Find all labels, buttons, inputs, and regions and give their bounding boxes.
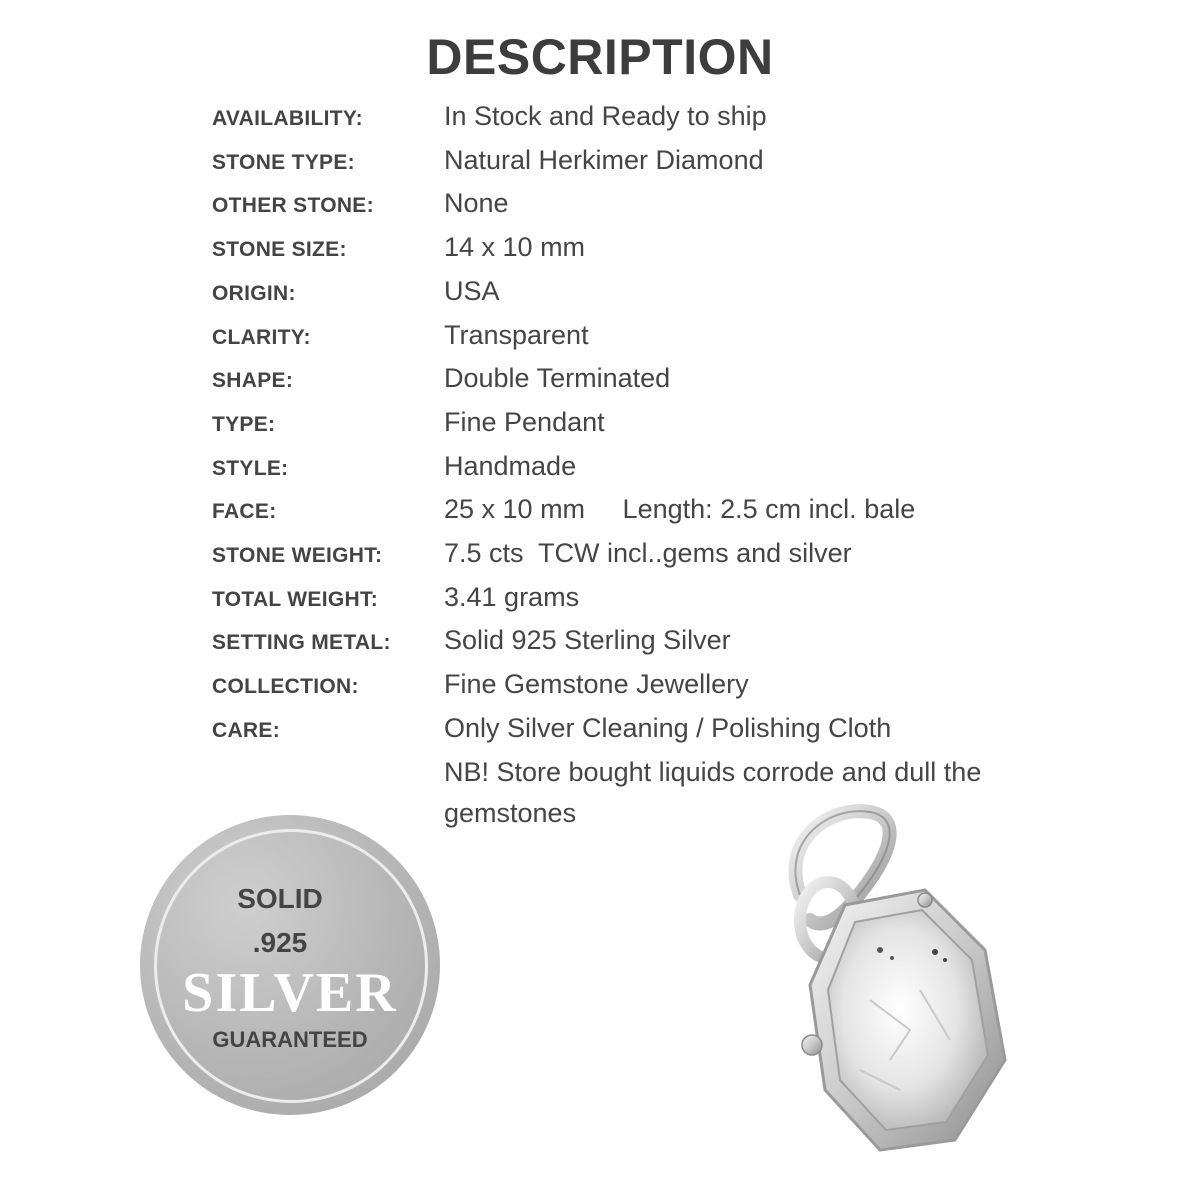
- spec-label: TOTAL WEIGHT:: [212, 587, 379, 611]
- page-title: DESCRIPTION: [426, 29, 774, 85]
- spec-label: STONE TYPE:: [212, 150, 355, 174]
- spec-value: 25 x 10 mm Length: 2.5 cm incl. bale: [444, 494, 916, 525]
- spec-value: Only Silver Cleaning / Polishing Cloth: [444, 712, 892, 743]
- spec-label: ORIGIN:: [212, 281, 296, 305]
- spec-row: [212, 183, 1032, 227]
- spec-row: [212, 96, 1032, 140]
- spec-row: [212, 620, 1032, 664]
- spec-value: Natural Herkimer Diamond: [444, 144, 764, 175]
- silver-bead: [918, 893, 932, 907]
- spec-value: Fine Gemstone Jewellery: [444, 669, 749, 700]
- spec-row: [212, 315, 1032, 359]
- spec-label: SETTING METAL:: [212, 631, 391, 655]
- spec-row: [212, 577, 1032, 621]
- spec-row: [212, 227, 1032, 271]
- spec-label: SHAPE:: [212, 369, 294, 393]
- badge-solid-text: SOLID: [237, 883, 323, 914]
- pendant-image: [740, 800, 1050, 1180]
- spec-value: 7.5 cts TCW incl..gems and silver: [444, 538, 852, 569]
- spec-value: None: [444, 188, 509, 219]
- spec-row: [212, 402, 1032, 446]
- spec-label: AVAILABILITY:: [212, 107, 363, 130]
- spec-value: USA: [444, 275, 500, 306]
- badge-silver-text: SILVER: [182, 962, 398, 1024]
- badge-925-text: .925: [252, 927, 308, 958]
- silver-guarantee-badge: [140, 815, 440, 1115]
- spec-row: [212, 489, 1032, 533]
- spec-label: STONE WEIGHT:: [212, 544, 383, 568]
- spec-label: CARE:: [212, 718, 280, 742]
- spec-value: 3.41 grams: [444, 581, 580, 612]
- spec-row: [212, 140, 1032, 184]
- spec-label: STYLE:: [212, 456, 289, 480]
- spec-value: Double Terminated: [444, 363, 671, 394]
- spec-value: In Stock and Ready to ship: [444, 101, 767, 131]
- spec-value: Handmade: [444, 450, 577, 481]
- spec-table: [212, 96, 1032, 835]
- spec-row: [212, 708, 1032, 752]
- spec-row: [212, 271, 1032, 315]
- badge-guaranteed-text: GUARANTEED: [212, 1027, 368, 1052]
- spec-label: STONE SIZE:: [212, 238, 347, 262]
- spec-value: NB! Store bought liquids corrode and dull the gemstones: [444, 756, 982, 829]
- spec-label: CLARITY:: [212, 325, 311, 349]
- spec-value: Solid 925 Sterling Silver: [444, 625, 731, 656]
- spec-row: [212, 533, 1032, 577]
- spec-label: TYPE:: [212, 412, 276, 436]
- spec-value: 14 x 10 mm: [444, 232, 586, 263]
- spec-label: FACE:: [212, 500, 277, 524]
- spec-value: Fine Pendant: [444, 406, 605, 437]
- spec-label: COLLECTION:: [212, 675, 359, 699]
- silver-bead: [802, 1035, 822, 1055]
- spec-row: [212, 358, 1032, 402]
- spec-row: [212, 446, 1032, 490]
- spec-value: Transparent: [444, 319, 589, 350]
- spec-label: OTHER STONE:: [212, 194, 374, 218]
- spec-row: [212, 664, 1032, 708]
